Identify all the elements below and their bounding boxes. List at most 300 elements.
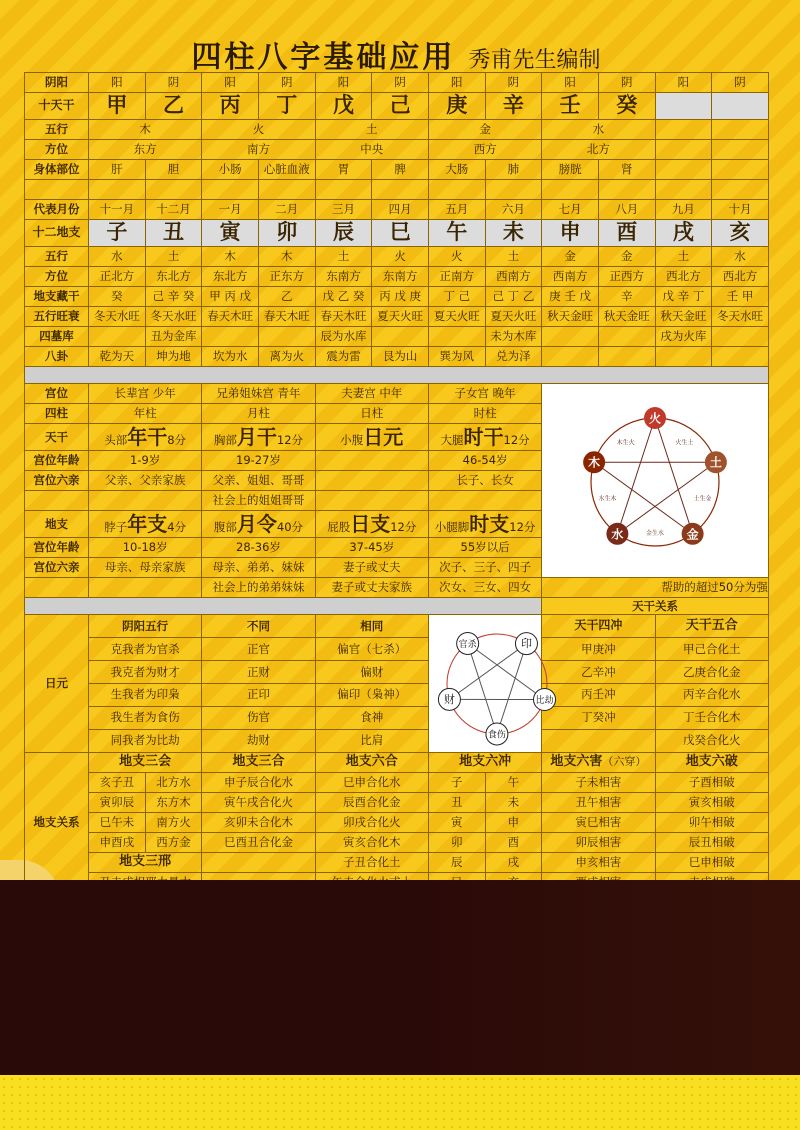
months-cell: 十月 <box>712 200 769 220</box>
branch-cell: 亥 <box>712 220 769 247</box>
dark-overlay <box>0 880 800 1075</box>
control-arrow <box>655 418 693 534</box>
hidden-stems-cell: 甲 丙 戊 <box>202 287 259 307</box>
blank <box>542 327 599 347</box>
combo-cell: 丁壬合化木 <box>655 706 768 729</box>
pillar-branch-body: 屁股 <box>327 520 351 534</box>
months-cell: 九月 <box>655 200 712 220</box>
pillar-branch-cell <box>428 511 541 538</box>
branch-direction-cell: 东南方 <box>372 267 429 287</box>
sanhui-cell: 东方木 <box>145 792 202 812</box>
generation-label: 金生水 <box>646 530 665 538</box>
liupo-cell: 寅亥相破 <box>655 792 768 812</box>
riyuan-cell: 我克者为财才 <box>89 660 202 683</box>
branch-direction-cell: 正西方 <box>598 267 655 287</box>
chart-sheet <box>24 32 768 893</box>
bagua-cell: 艮为山 <box>372 347 429 367</box>
element-label: 金 <box>686 527 699 542</box>
branch-wuxing-cell: 木 <box>202 247 259 267</box>
pillar-branch-cell <box>202 511 315 538</box>
pillar-branch-score: 12分 <box>390 520 417 534</box>
months-cell: 十二月 <box>145 200 202 220</box>
age-cell: 10-18岁 <box>89 538 202 558</box>
liuchong-cell: 午 <box>485 772 542 792</box>
branch-cell: 未 <box>485 220 542 247</box>
stem-cell: 戊 <box>315 93 372 120</box>
body-part-cell: 小肠 <box>202 160 259 180</box>
branch-wuxing-cell: 水 <box>89 247 146 267</box>
blank <box>89 327 146 347</box>
blank <box>712 347 769 367</box>
body-part-cell: 肺 <box>485 160 542 180</box>
sanhui-cell: 申酉戌 <box>89 832 146 852</box>
riyuan-cell: 正印 <box>202 683 315 706</box>
blank <box>315 451 428 471</box>
hidden-stems-cell: 丙 戊 庚 <box>372 287 429 307</box>
stem-cell: 己 <box>372 93 429 120</box>
liuhai-cell: 子未相害 <box>542 772 655 792</box>
pillar-stem-main: 年干 <box>127 425 168 449</box>
combo-cell: 甲己合化土 <box>655 637 768 660</box>
yinyang-label: 阴阳 <box>25 73 89 93</box>
yinyang-cell: 阳 <box>202 73 259 93</box>
stem-wuxing-cell: 金 <box>428 120 541 140</box>
branch-wuxing-cell: 土 <box>145 247 202 267</box>
blank <box>145 180 202 200</box>
bagua-cell: 震为雷 <box>315 347 372 367</box>
element-label: 火 <box>649 411 662 426</box>
body-part-cell: 膀胱 <box>542 160 599 180</box>
seasons-label: 五行旺衰 <box>25 307 89 327</box>
pillar-branch-main: 年支 <box>127 512 168 536</box>
months-cell: 二月 <box>258 200 315 220</box>
clash-cell: 乙辛冲 <box>542 660 655 683</box>
tomb-cell: 辰为水库 <box>315 327 372 347</box>
stem-direction-cell: 东方 <box>89 140 202 160</box>
pillar-branch-label: 地支 <box>25 511 89 538</box>
stem-cell: 丙 <box>202 93 259 120</box>
sanhui-cell: 南方火 <box>145 812 202 832</box>
yinyang-cell: 阴 <box>712 73 769 93</box>
sanhui-cell: 西方金 <box>145 832 202 852</box>
pillar-stem-body: 小腹 <box>340 433 364 447</box>
sanhui-cell: 北方水 <box>145 772 202 792</box>
kin-cell: 妻子或丈夫 <box>315 558 428 578</box>
bagua-cell: 巽为风 <box>428 347 485 367</box>
page-title <box>24 32 768 75</box>
seasons-cell: 春天木旺 <box>315 307 372 327</box>
liuchong-cell: 丑 <box>428 792 485 812</box>
bagua-cell: 坤为地 <box>145 347 202 367</box>
stem-cell: 庚 <box>428 93 485 120</box>
ten-gods-diagram-cell <box>428 615 554 753</box>
months-cell: 十一月 <box>89 200 146 220</box>
stem-relations-title: 天干关系 <box>542 598 769 615</box>
liuhai-note: （六穿） <box>602 754 647 768</box>
blank <box>202 852 315 872</box>
months-cell: 六月 <box>485 200 542 220</box>
blank <box>315 491 428 511</box>
sanhui-cell: 巳午未 <box>89 812 146 832</box>
stem-wuxing-cell: 土 <box>315 120 428 140</box>
branch-direction-cell: 东南方 <box>315 267 372 287</box>
riyuan-cell: 正财 <box>202 660 315 683</box>
age-cell: 46-54岁 <box>428 451 541 471</box>
liuhe-cell: 寅亥合化木 <box>315 832 428 852</box>
riyuan-cell: 食神 <box>315 706 428 729</box>
tomb-cell: 戌为火库 <box>655 327 712 347</box>
pillar-branch-cell <box>89 511 202 538</box>
riyuan-cell: 我生者为食伤 <box>89 706 202 729</box>
palace-cell: 长辈宫 少年 <box>89 384 202 404</box>
riyuan-cell: 伤官 <box>202 706 315 729</box>
hidden-stems-cell: 癸 <box>89 287 146 307</box>
seasons-cell: 冬天水旺 <box>712 307 769 327</box>
branch-cell: 巳 <box>372 220 429 247</box>
pillar-stem-score: 12分 <box>276 433 304 447</box>
kin-cell: 社会上的姐姐哥哥 <box>202 491 315 511</box>
branch-direction-cell: 正北方 <box>89 267 146 287</box>
riyuan-cell: 同我者为比劫 <box>89 729 202 752</box>
riyuan-cell: 克我者为官杀 <box>89 637 202 660</box>
control-arrow <box>468 643 497 734</box>
seasons-cell: 春天木旺 <box>258 307 315 327</box>
hidden-stems-label: 地支藏干 <box>25 287 89 307</box>
age-cell: 37-45岁 <box>315 538 428 558</box>
pillar-stem-cell <box>89 424 202 451</box>
blank <box>712 180 769 200</box>
liuhai-header <box>542 752 655 772</box>
seasons-cell: 秋天金旺 <box>598 307 655 327</box>
liuchong-cell: 未 <box>485 792 542 812</box>
liuhe-cell: 子丑合化土 <box>315 852 428 872</box>
stem-direction-cell: 中央 <box>315 140 428 160</box>
seasons-cell: 春天木旺 <box>202 307 259 327</box>
riyuan-header: 相同 <box>315 615 428 638</box>
yinyang-cell: 阴 <box>372 73 429 93</box>
stem-cell: 乙 <box>145 93 202 120</box>
basics-table <box>24 72 769 893</box>
months-label: 代表月份 <box>25 200 89 220</box>
liuhe-cell: 卯戌合化火 <box>315 812 428 832</box>
liuchong-header: 地支六冲 <box>428 752 541 772</box>
stem-blank <box>712 93 769 120</box>
pillar-branch-score: 4分 <box>167 520 187 534</box>
hidden-stems-cell: 壬 甲 <box>712 287 769 307</box>
stem-cell: 甲 <box>89 93 146 120</box>
tomb-cell: 未为木库 <box>485 327 542 347</box>
generation-label: 木生火 <box>616 439 635 447</box>
control-arrow <box>617 418 655 534</box>
branch-direction-label: 方位 <box>25 267 89 287</box>
liuchong-cell: 子 <box>428 772 485 792</box>
title-main: 四柱八字基础应用 <box>191 40 456 75</box>
riyuan-header: 阴阳五行 <box>89 615 202 638</box>
seasons-cell: 冬天水旺 <box>145 307 202 327</box>
palace-cell: 夫妻宫 中年 <box>315 384 428 404</box>
generation-label: 水生木 <box>598 495 617 503</box>
seasons-cell: 夏天火旺 <box>372 307 429 327</box>
pillar-label: 四柱 <box>25 404 89 424</box>
pillar-cell: 年柱 <box>89 404 202 424</box>
stem-direction-cell: 南方 <box>202 140 315 160</box>
pillar-branch-score: 12分 <box>509 520 536 534</box>
liuchong-cell: 戌 <box>485 852 542 872</box>
kin-cell: 次子、三子、四子 <box>428 558 541 578</box>
blank <box>372 327 429 347</box>
yinyang-cell: 阳 <box>89 73 146 93</box>
riyuan-cell: 偏财 <box>315 660 428 683</box>
branch-age-label: 宫位年龄 <box>25 538 89 558</box>
branch-wuxing-cell: 土 <box>655 247 712 267</box>
element-label: 水 <box>611 527 624 542</box>
age-cell: 19-27岁 <box>202 451 315 471</box>
blank <box>372 180 429 200</box>
branch-wuxing-cell: 木 <box>258 247 315 267</box>
pillar-stem-body: 大腿 <box>440 433 464 447</box>
blank <box>655 180 712 200</box>
months-cell: 一月 <box>202 200 259 220</box>
stem-cell: 壬 <box>542 93 599 120</box>
kin-cell: 长子、长女 <box>428 471 541 491</box>
god-label: 财 <box>443 692 455 706</box>
branch-direction-cell: 西北方 <box>712 267 769 287</box>
seasons-cell: 秋天金旺 <box>655 307 712 327</box>
bagua-cell: 乾为天 <box>89 347 146 367</box>
sanhe-cell: 亥卯未合化木 <box>202 812 315 832</box>
liuhe-cell: 巳申合化水 <box>315 772 428 792</box>
combo-cell: 丙辛合化水 <box>655 683 768 706</box>
stem-cell: 癸 <box>598 93 655 120</box>
palace-cell: 子女宫 晚年 <box>428 384 541 404</box>
pillar-stem-label: 天干 <box>25 424 89 451</box>
liuchong-cell: 寅 <box>428 812 485 832</box>
sanhe-header: 地支三合 <box>202 752 315 772</box>
pillar-branch-main: 月令 <box>236 512 277 536</box>
stems-label: 十天干 <box>25 93 89 120</box>
bagua-cell: 兑为泽 <box>485 347 542 367</box>
blank <box>655 347 712 367</box>
stem-direction-label: 方位 <box>25 140 89 160</box>
branch-cell: 寅 <box>202 220 259 247</box>
body-part-cell: 肝 <box>89 160 146 180</box>
pillar-stem-body: 头部 <box>104 433 128 447</box>
sanhui-cell: 寅卯辰 <box>89 792 146 812</box>
age-cell: 1-9岁 <box>89 451 202 471</box>
blank <box>25 180 89 200</box>
stem-direction-cell: 北方 <box>542 140 655 160</box>
pillar-stem-main: 时干 <box>463 425 504 449</box>
blank <box>258 327 315 347</box>
liuhai-cell: 卯辰相害 <box>542 832 655 852</box>
combo-cell: 戊癸合化火 <box>655 729 768 752</box>
months-cell: 八月 <box>598 200 655 220</box>
liupo-cell: 卯午相破 <box>655 812 768 832</box>
yinyang-cell: 阴 <box>145 73 202 93</box>
footer-band <box>0 1075 800 1130</box>
liupo-cell: 子酉相破 <box>655 772 768 792</box>
months-cell: 三月 <box>315 200 372 220</box>
yinyang-cell: 阴 <box>485 73 542 93</box>
title-author: 秀甫先生编制 <box>468 48 601 73</box>
blank <box>712 327 769 347</box>
stem-age-label: 宫位年龄 <box>25 451 89 471</box>
branch-wuxing-cell: 土 <box>315 247 372 267</box>
god-label: 印 <box>520 637 532 651</box>
yinyang-cell: 阳 <box>315 73 372 93</box>
pillar-stem-score: 8分 <box>167 433 187 447</box>
hidden-stems-cell: 丁 己 <box>428 287 485 307</box>
liuhai-title: 地支六害 <box>550 753 603 769</box>
riyuan-cell: 正官 <box>202 637 315 660</box>
clash-cell: 丁癸冲 <box>542 706 655 729</box>
hidden-stems-cell: 己 丁 乙 <box>485 287 542 307</box>
kin-cell: 次女、三女、四女 <box>428 578 541 598</box>
god-label: 食伤 <box>487 730 506 741</box>
branch-direction-cell: 东北方 <box>145 267 202 287</box>
months-cell: 五月 <box>428 200 485 220</box>
blank <box>428 327 485 347</box>
branch-cell: 午 <box>428 220 485 247</box>
blank <box>655 120 712 140</box>
wuxing-diagram-cell <box>542 384 769 578</box>
branch-relations-label: 地支关系 <box>25 752 89 892</box>
blank <box>712 140 769 160</box>
branches-label: 十二地支 <box>25 220 89 247</box>
liuchong-cell: 酉 <box>485 832 542 852</box>
blank <box>258 180 315 200</box>
liuchong-cell: 卯 <box>428 832 485 852</box>
stem-wuxing-label: 五行 <box>25 120 89 140</box>
kin-cell: 父亲、父亲家族 <box>89 471 202 491</box>
blank <box>542 347 599 367</box>
branch-wuxing-label: 五行 <box>25 247 89 267</box>
kin-cell: 妻子或丈夫家族 <box>315 578 428 598</box>
blank <box>89 491 202 511</box>
blank <box>428 180 485 200</box>
stem-cell: 丁 <box>258 93 315 120</box>
liuhai-cell: 寅巳相害 <box>542 812 655 832</box>
stem-cell: 辛 <box>485 93 542 120</box>
body-part-cell: 大肠 <box>428 160 485 180</box>
liuchong-cell: 辰 <box>428 852 485 872</box>
tomb-cell: 丑为金库 <box>145 327 202 347</box>
pillar-stem-cell <box>202 424 315 451</box>
blank <box>25 578 89 598</box>
blank <box>598 180 655 200</box>
sanhui-cell: 亥子丑 <box>89 772 146 792</box>
yinyang-cell: 阳 <box>655 73 712 93</box>
blank <box>315 471 428 491</box>
stem-blank <box>655 93 712 120</box>
hidden-stems-cell: 戊 乙 癸 <box>315 287 372 307</box>
liuchong-cell: 申 <box>485 812 542 832</box>
liupo-header: 地支六破 <box>655 752 768 772</box>
blank <box>202 327 259 347</box>
branch-direction-cell: 西北方 <box>655 267 712 287</box>
tombs-label: 四墓库 <box>25 327 89 347</box>
hidden-stems-cell: 己 辛 癸 <box>145 287 202 307</box>
age-cell: 28-36岁 <box>202 538 315 558</box>
seasons-cell: 夏天火旺 <box>485 307 542 327</box>
blank <box>485 180 542 200</box>
blank <box>89 578 202 598</box>
branch-cell: 丑 <box>145 220 202 247</box>
body-part-cell: 胃 <box>315 160 372 180</box>
blank <box>25 491 89 511</box>
branch-kin-label: 宫位六亲 <box>25 558 89 578</box>
hidden-stems-cell: 乙 <box>258 287 315 307</box>
pillar-stem-cell <box>315 424 428 451</box>
generation-label: 土生金 <box>693 495 712 503</box>
blank <box>655 160 712 180</box>
months-cell: 七月 <box>542 200 599 220</box>
pillar-stem-body: 胸部 <box>213 433 237 447</box>
sanhe-cell: 巳酉丑合化金 <box>202 832 315 852</box>
combo-header: 天干五合 <box>655 615 768 638</box>
blank <box>655 140 712 160</box>
body-part-cell: 心脏血液 <box>258 160 315 180</box>
sanhe-cell: 申子辰合化水 <box>202 772 315 792</box>
body-part-cell: 脾 <box>372 160 429 180</box>
blank <box>598 327 655 347</box>
body-part-cell: 胆 <box>145 160 202 180</box>
stem-kin-label: 宫位六亲 <box>25 471 89 491</box>
seasons-cell: 冬天水旺 <box>89 307 146 327</box>
pillar-cell: 月柱 <box>202 404 315 424</box>
blank <box>712 120 769 140</box>
riyuan-cell: 偏官（七杀） <box>315 637 428 660</box>
branch-cell: 卯 <box>258 220 315 247</box>
separator <box>25 598 542 615</box>
liuhe-header: 地支六合 <box>315 752 428 772</box>
pillar-branch-score: 40分 <box>276 520 304 534</box>
riyuan-cell: 劫财 <box>202 729 315 752</box>
branch-wuxing-cell: 水 <box>712 247 769 267</box>
sanhui-header: 地支三会 <box>89 752 202 772</box>
riyuan-cell: 生我者为印枭 <box>89 683 202 706</box>
kin-cell: 社会上的弟弟妹妹 <box>202 578 315 598</box>
element-label: 木 <box>588 455 601 470</box>
blank <box>315 180 372 200</box>
branch-wuxing-cell: 金 <box>542 247 599 267</box>
kin-cell: 母亲、弟弟、妹妹 <box>202 558 315 578</box>
liuhai-cell: 申亥相害 <box>542 852 655 872</box>
riyuan-cell: 比肩 <box>315 729 428 752</box>
pillar-branch-body: 脖子 <box>104 520 128 534</box>
seasons-cell: 秋天金旺 <box>542 307 599 327</box>
combo-cell: 乙庚合化金 <box>655 660 768 683</box>
pillar-branch-cell <box>315 511 428 538</box>
generation-label: 火生土 <box>675 439 694 447</box>
branch-direction-cell: 西南方 <box>485 267 542 287</box>
pillar-cell: 时柱 <box>428 404 541 424</box>
months-cell: 四月 <box>372 200 429 220</box>
separator <box>25 367 769 384</box>
branch-direction-cell: 正南方 <box>428 267 485 287</box>
control-arrow <box>497 644 527 734</box>
palace-label: 宫位 <box>25 384 89 404</box>
pillar-branch-body: 腹部 <box>213 520 237 534</box>
hidden-stems-cell: 辛 <box>598 287 655 307</box>
liuhai-cell: 丑午相害 <box>542 792 655 812</box>
riyuan-label: 日元 <box>25 615 89 753</box>
clash-cell: 丙壬冲 <box>542 683 655 706</box>
branch-cell: 申 <box>542 220 599 247</box>
body-parts-label: 身体部位 <box>25 160 89 180</box>
seasons-cell: 夏天火旺 <box>428 307 485 327</box>
liuhe-cell: 辰酉合化金 <box>315 792 428 812</box>
